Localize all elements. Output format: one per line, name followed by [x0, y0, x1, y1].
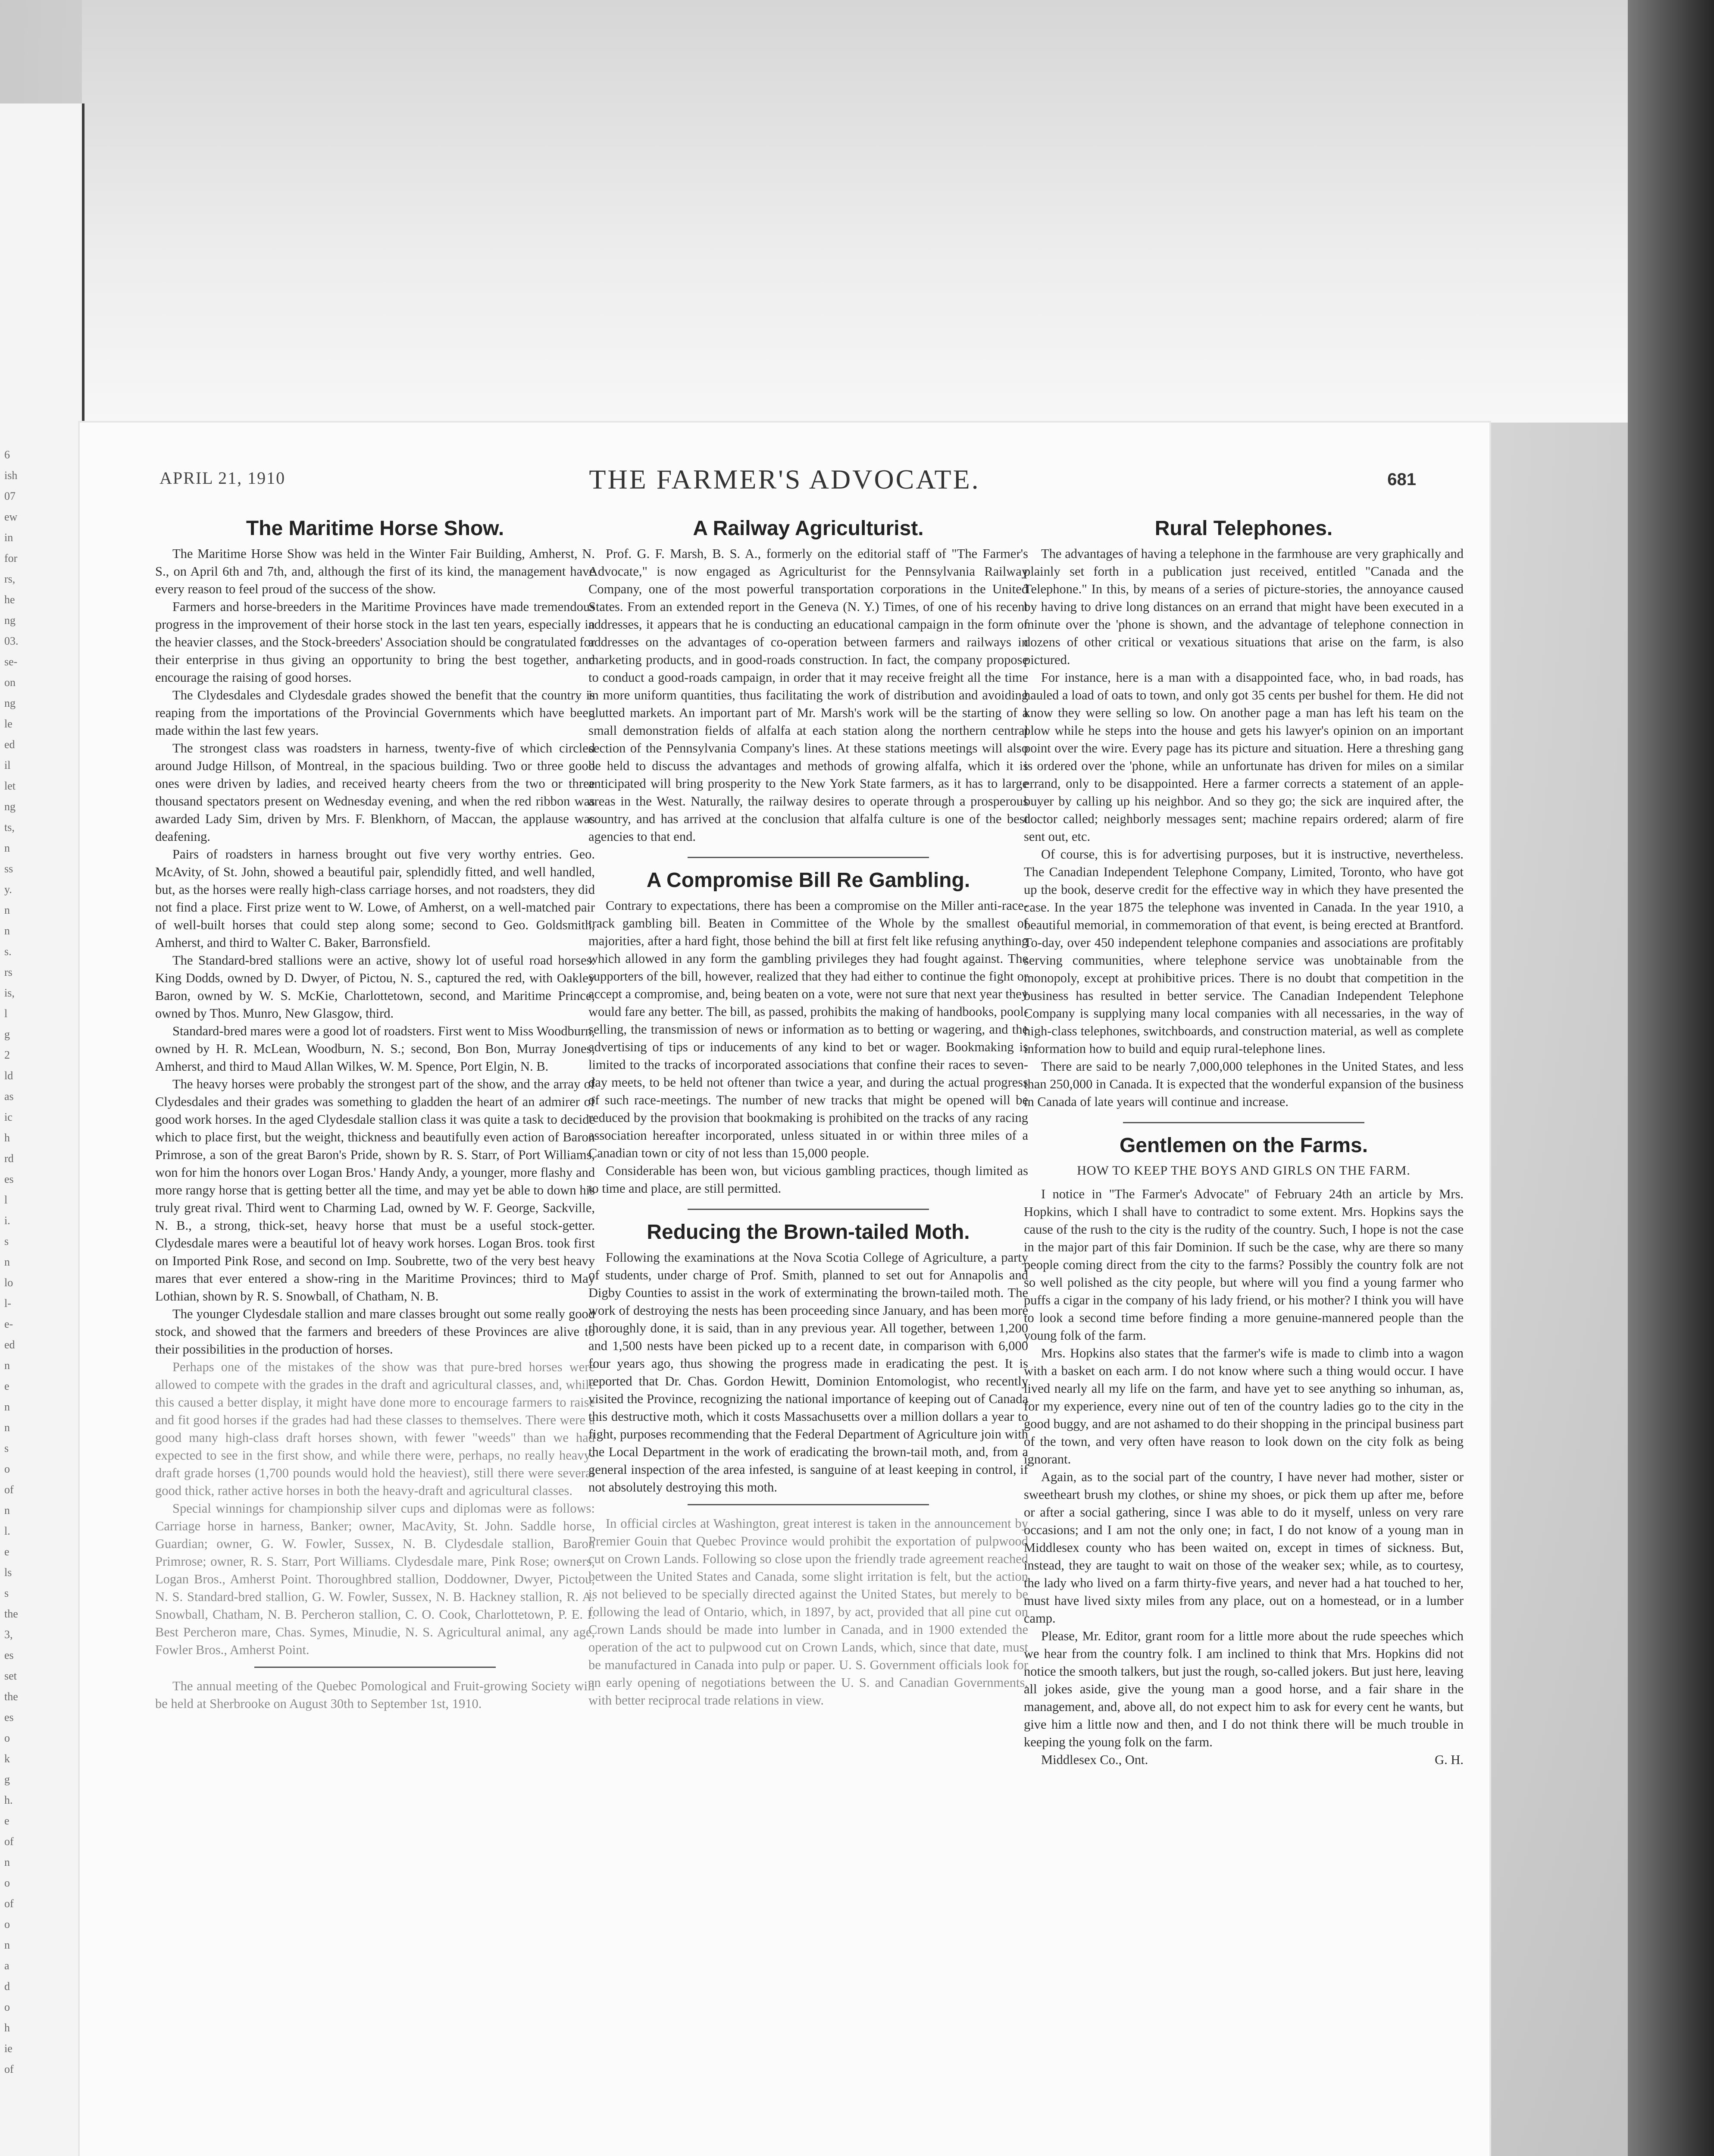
- left-page-fragment: ic: [4, 1111, 13, 1123]
- left-page-fragment: ew: [4, 511, 18, 523]
- paragraph: The Clydesdales and Clydesdale grades showed the benefit that the country is reaping from the importations of the Provincial Governments which have been made within the last few years.: [155, 688, 595, 738]
- left-page-fragment: e: [4, 1545, 9, 1558]
- left-page-fragment: k: [4, 1752, 10, 1765]
- left-page-fragment: i.: [4, 1214, 10, 1227]
- left-page-fragment: d: [4, 1980, 10, 1993]
- paragraph: Mrs. Hopkins also states that the farmer's wife is made to climb into a wagon with a basket on each arm. I do not know where such a thing would occur. I have lived nearly all my life on the farm, and have yet to see anything so inhuman, as, for my experience, every nine out of ten of the country ladies go to the city in the good buggy, and are not ashamed to do their shopping in the principal business part of the town, and very often have reason to look down on the city folk as being ignorant.: [1024, 1346, 1464, 1467]
- left-page-fragment: n: [4, 924, 10, 937]
- left-page-fragment: ng: [4, 697, 16, 709]
- paragraph: The younger Clydesdale stallion and mare classes brought out some really good stock, and showed that the farmers and breeders of these Provinces are alive to their possibilities in the production of horses.: [155, 1307, 595, 1357]
- left-page-fragment: g: [4, 1773, 10, 1786]
- left-page-fragment: as: [4, 1090, 14, 1103]
- left-page-fragment: ss: [4, 862, 13, 875]
- page-number: 681: [1387, 470, 1416, 489]
- left-page-fragment: h.: [4, 1794, 13, 1806]
- left-page-fragment: s: [4, 1587, 9, 1599]
- page-header: [80, 464, 1489, 502]
- left-page-fragment: n: [4, 1401, 10, 1413]
- left-page-fragment: 03.: [4, 635, 19, 647]
- column-right: [1024, 513, 1464, 2156]
- left-page-fragment: o: [4, 1732, 10, 1744]
- signoff-location: Middlesex Co., Ont.: [1041, 1752, 1148, 1767]
- left-page-fragment: l.: [4, 1525, 10, 1537]
- left-page-fragment: h: [4, 1131, 10, 1144]
- left-page-fragment: n: [4, 904, 10, 916]
- left-page-fragment: ls: [4, 1566, 12, 1579]
- article-maritime-horse-show: [155, 516, 595, 1713]
- article-title: A Compromise Bill Re Gambling.: [646, 869, 970, 892]
- newspaper-title: THE FARMER'S ADVOCATE.: [589, 464, 980, 495]
- left-page-fragment: ish: [4, 469, 18, 482]
- paragraph: Contrary to expectations, there has been a compromise on the Miller anti-race-track gambling bill. Beaten in Committee of the Whole by the smallest of majorities, after a hard fight, those behind the bill at first felt like refusing anything which allowed in any form the gambling privileges they had fought against. The supporters of the bill, however, realized that they had either to continue the fight or accept a compromise, and, being beaten on a vote, were not sure that next year they would fare any better. The bill, as passed, prohibits the making of handbooks, pool-selling, the transmission of news or information as to betting or wagering, and the advertising of tips or inducements of any kind to bet or wager. Bookmaking is limited to the tracks of incorporated associations that confine their races to seven-day meets, to be held not oftener than twice a year, and during the actual progress of such race-meetings. The number of new tracks that might be opened will be reduced by the provision that bookmaking is prohibited on the tracks of any racing association hereafter incorporated, unless situated in or within three miles of a Canadian town or city of not less than 15,000 people.: [588, 898, 1028, 1160]
- article-title: A Railway Agriculturist.: [693, 517, 924, 540]
- left-page-fragment: y.: [4, 883, 12, 896]
- left-page-fragment: ed: [4, 1338, 15, 1351]
- left-page-fragment: n: [4, 1856, 10, 1868]
- left-page-fragment: of: [4, 1897, 14, 1910]
- left-page-fragment: n: [4, 1504, 10, 1517]
- paragraph: The Maritime Horse Show was held in the Winter Fair Building, Amherst, N. S., on April 6th and 7th, and, although the first of its kind, the management have every reason to feel proud of the success of the show.: [155, 546, 595, 596]
- left-page-fragment: s: [4, 1442, 9, 1454]
- article-rural-telephones: [1024, 516, 1464, 1111]
- left-page-fragment: ie: [4, 2042, 13, 2055]
- left-page-fragment: h: [4, 2021, 10, 2034]
- paragraph: Farmers and horse-breeders in the Maritime Provinces have made tremendous progress in the improvement of their horse stock in the last ten years, especially in the heavier classes, and the Stock-breeders' Association should be congratulated for their enterprise in thus giving an opportunity to bring the best together, and encourage the raising of good horses.: [155, 599, 595, 685]
- left-page-fragment: o: [4, 1918, 10, 1930]
- paragraph: The strongest class was roadsters in harness, twenty-five of which circled around Judge Hillson, of Montreal, in the spacious building. Two or three good ones were driven by ladies, and received hearty cheers from the two or three thousand spectators present on Wednesday evening, and when the red ribbon was awarded Lady Sim, driven by Mrs. F. Blenkhorn, of Maccan, the applause was deafening.: [155, 741, 595, 844]
- left-page-fragment: e-: [4, 1318, 13, 1330]
- left-page-fragment: o: [4, 2001, 10, 2013]
- paragraph: Again, as to the social part of the country, I have never had mother, sister or sweetheart brush my clothes, or shine my shoes, or pick them up after me, before or after a social gathering, since I was able to do it myself, unless on very rare occasions; and I am not the only one; in fact, I do not know of a young man in Middlesex county who has been waited on, except in times of sickness. But, instead, they are taught to wait on those of the weaker sex; while, as to courtesy, the lady who lived on a farm thirty-five years, and never had a hat touched to her, must have lived sixty miles from any place, out on a homestead, or in a lumber camp.: [1024, 1470, 1464, 1626]
- paragraph: Special winnings for championship silver cups and diplomas were as follows: Carriage horse in harness, Banker; owner, MacAvity, St. John. Saddle horse, Guardian; owner, G. W. Fowler, Sussex, N. B. Clydesdale stallion, Baron Primrose; owner, R. S. Starr, Port Williams. Clydesdale mare, Pink Rose; owners, Logan Bros., Amherst Point. Thoroughbred stallion, Doddowner, Dwyer, Pictou, N. S. Standard-bred stallion, G. W. Fowler, Sussex, N. B. Hackney stallion, R. A. Snowball, Chatham, N. B. Percheron stallion, C. O. Cook, Charlottetown, P. E. I. Best Percheron mare, Chas. Symes, Minudie, N. S. Agricultural animal, any age, Fowler Bros., Amherst Point.: [155, 1501, 595, 1657]
- left-page-fragment: the: [4, 1690, 18, 1703]
- left-page-fragment: lo: [4, 1276, 13, 1289]
- left-page-fragment: l: [4, 1007, 8, 1020]
- left-page-fragment: o: [4, 1463, 10, 1475]
- paragraph: Standard-bred mares were a good lot of roadsters. First went to Miss Woodburn, owned by H. R. McLean, Woodburn, N. S.; second, Bon Bon, Murray Jones, Amherst, and third to Maud Allan Wilkes, W. M. Spence, Port Elgin, N. B.: [155, 1024, 595, 1074]
- left-page-fragment: s: [4, 1235, 9, 1247]
- article-title: The Maritime Horse Show.: [246, 517, 504, 540]
- divider: [688, 1209, 929, 1210]
- left-page-fragment: e: [4, 1380, 9, 1392]
- left-page-fragment: he: [4, 593, 15, 606]
- left-page-fragment: set: [4, 1670, 17, 1682]
- scanner-edge: [1628, 0, 1714, 2156]
- article-compromise-bill: [588, 868, 1028, 1197]
- divider: [1123, 1122, 1364, 1123]
- left-page-fragment: l-: [4, 1297, 11, 1310]
- left-page-fragment: o: [4, 1877, 10, 1889]
- left-page-fragment: 07: [4, 490, 16, 502]
- left-page-fragment: ts,: [4, 821, 15, 834]
- divider: [254, 1667, 496, 1668]
- newspaper-page: [80, 423, 1489, 2156]
- article-railway-agriculturist: [588, 516, 1028, 846]
- left-page-fragment: il: [4, 759, 11, 771]
- paragraph: Of course, this is for advertising purposes, but it is instructive, nevertheless. The Canadian Independent Telephone Company, Limited, Toronto, who have got up the book, deserve credit for the effective way in which they have presented the case. In the year 1875 the telephone was invented in Canada. In the year 1910, a beautiful memorial, in commemoration of that event, is being erected at Brantford. To-day, over 450 independent telephone companies and associations are profitably serving communities, where telephone service was unobtainable from the monopoly, except at prohibitive prices. There is no doubt that competition in the business has resulted in better service. The Canadian Independent Telephone Company is supplying many local companies with all necessaries, in the way of high-class telephones, switchboards, and construction material, as well as complete information how to build and equip rural-telephone lines.: [1024, 847, 1464, 1056]
- column-left: [155, 513, 595, 2156]
- left-page-fragment: is,: [4, 987, 15, 999]
- left-page-fragment: es: [4, 1173, 14, 1185]
- divider: [688, 1504, 929, 1505]
- left-page-fragment: the: [4, 1608, 18, 1620]
- left-page-fragment: n: [4, 842, 10, 854]
- left-page-fragment: 6: [4, 448, 10, 461]
- news-note: In official circles at Washington, great interest is taken in the announcement by Premier Gouin that Quebec Province would prohibit the exportation of pulpwood cut on Crown Lands. Following so close upon the friendly trade agreement reached between the United States and Canada, some slight irritation is felt, but the action is not believed to be specially directed against the United States, but merely to be following the lead of Ontario, which, in 1897, by act, provided that all pine cut on Crown Lands should be made into lumber in Canada, and in 1900 extended the operation of the act to pulpwood cut on Crown Lands, which, since that date, must be manufactured in Canada into pulp or paper. U. S. Government officials look for an early opening of negotiations between the U. S. and Canadian Governments, with better reciprocal trade relations in view.: [588, 1516, 1028, 1708]
- left-page-fragment: in: [4, 531, 13, 544]
- issue-date: APRIL 21, 1910: [160, 468, 286, 488]
- left-page-fragment: 3,: [4, 1628, 13, 1641]
- paragraph: I notice in "The Farmer's Advocate" of February 24th an article by Mrs. Hopkins, which I shall have to contradict to some extent. Mrs. Hopkins says the cause of the rush to the city is the rudity of the country. Such, I hope is not the case in the major part of this fair Dominion. If such be the case, why are there so many people coming direct from the city to the farms? Possibly the country folk are not so well polished as the city people, but where will you find a young farmer who puffs a cigar in the company of his lady friend, or his mother? I think you will have to look a second time before finding a more genuine-mannered people than the young folk of the farm.: [1024, 1187, 1464, 1343]
- left-page-fragment: on: [4, 676, 16, 689]
- paragraph: For instance, here is a man with a disappointed face, who, in bad roads, has hauled a load of oats to town, and only got 35 cents per bushel for them. He did not know they were selling so low. On another page a man has left his team on the plow while he steps into the house and gets his lawyer's opinion on an important point over the wire. Every page has its picture and situation. Here a threshing gang is ordered over the 'phone, while an unfortunate has driven for miles on a similar errand, only to be disappointed. Here a farmer corrects a statement of an apple-buyer by calling up his neighbor. And so they go; the sick are inquired after, the doctor called; neighborly messages sent; machine repairs ordered; alarm of fire sent out, etc.: [1024, 670, 1464, 844]
- left-page-fragment: rs: [4, 966, 13, 978]
- left-page-fragment: rs,: [4, 573, 16, 585]
- left-page-fragment: e: [4, 1814, 9, 1827]
- paragraph: Please, Mr. Editor, grant room for a little more about the rude speeches which we hear from the country folk. I am inclined to think that Mrs. Hopkins did not notice the smooth talkers, but just the rough, so-called jokers. But just here, leaving all jokes aside, give the young man a good horse, and a fair share in the management, and, above all, do not expect him to ask for every cent he wants, but give him a little now and then, and I do not think there will be much trouble in keeping the young folk on the farm.: [1024, 1629, 1464, 1749]
- signoff: [1024, 1751, 1464, 1769]
- left-page-fragment: a: [4, 1959, 9, 1972]
- left-page-fragment: of: [4, 1835, 14, 1848]
- left-page-fragment: n: [4, 1421, 10, 1434]
- paragraph: There are said to be nearly 7,000,000 telephones in the United States, and less than 250,000 in Canada. It is expected that the wonderful expansion of the business in Canada of late years will continue and increase.: [1024, 1059, 1464, 1109]
- left-page-fragment: for: [4, 552, 18, 564]
- left-page-fragment: let: [4, 780, 16, 792]
- left-page-fragment: es: [4, 1711, 14, 1724]
- left-page-margin: [0, 103, 84, 2156]
- news-note: The annual meeting of the Quebec Pomological and Fruit-growing Society will be held at Sherbrooke on August 30th to September 1st, 1910.: [155, 1679, 595, 1711]
- article-title: Gentlemen on the Farms.: [1119, 1134, 1368, 1157]
- paragraph: Considerable has been won, but vicious gambling practices, though limited as to time and place, are still permitted.: [588, 1163, 1028, 1196]
- article-title: Rural Telephones.: [1154, 517, 1333, 540]
- left-page-fragment: ng: [4, 614, 16, 627]
- left-page-fragment: le: [4, 718, 13, 730]
- left-page-fragment: n: [4, 1939, 10, 1951]
- paragraph: Prof. G. F. Marsh, B. S. A., formerly on the editorial staff of "The Farmer's Advocate," is now engaged as Agriculturist for the Pennsylvania Railway Company, one of the most powerful transportation corporations in the United States. From an extended report in the Geneva (N. Y.) Times, of one of his recent addresses, it appears that he is conducting an educational campaign in the form of addresses on the advantages of co-operation between farmers and railways in marketing products, and in good-roads construction. In fact, the company propose to conduct a good-roads campaign, in order that it may receive freight all the time in more uniform quantities, thus facilitating the work of distribution and avoiding glutted markets. An important part of Mr. Marsh's work will be the starting of a small demonstration fields of alfalfa at each station along the northern central section of the Pennsylvania Company's lines. At these stations meetings will also be held to discuss the advantages and methods of growing alfalfa, which it is anticipated will bring prosperity to the New York State farmers, as it has to large areas in the West. Naturally, the railway desires to operate through a prosperous country, and has arrived at the conclusion that alfalfa culture is one of the best agencies to that end.: [588, 546, 1028, 844]
- signoff-initials: G. H.: [1435, 1752, 1464, 1767]
- paragraph: Pairs of roadsters in harness brought out five very worthy entries. Geo. McAvity, of St. John, showed a beautiful pair, splendidly fitted, and well handled, but, as the horses were really high-class carriage horses, and not roadsters, they did not find a place. First prize went to W. Lowe, of Amherst, on a well-matched pair of well-built horses that could step along some; second to Geo. Goldsmith, Amherst, and third to Walter C. Baker, Barronsfield.: [155, 847, 595, 950]
- paragraph: The heavy horses were probably the strongest part of the show, and the array of Clydesdales and their grades was something to gladden the heart of an admirer of good work horses. In the aged Clydesdale stallion class it was quite a task to decide which to place first, but the weight, thickness and beautifully even action of Baron Primrose, a son of the great Baron's Pride, shown by R. S. Starr, of Port Williams, won for him the honors over Logan Bros.' Handy Andy, a younger, more flashy and more rangy horse that is getting better all the time, and may yet be able to down his truly great rival. Third went to Charming Lad, owned by W. F. George, Sackville, N. B., a strong, thick-set, heavy horse that must be a useful stock-getter. Clydesdale mares were a beautiful lot of heavy work horses. Logan Bros. took first on Imported Pink Rose, and second on Imp. Soubrette, two of the very best heavy mares that ever entered a show-ring in the Maritime Provinces; third to May Lothian, shown by R. S. Snowball, of Chatham, N. B.: [155, 1077, 595, 1304]
- paragraph: Perhaps one of the mistakes of the show was that pure-bred horses were allowed to compete with the grades in the draft and agricultural classes, and, while this caused a better display, it might have done more to encourage farmers to raise and fit good horses if the grades had had these classes to themselves. There were a good many high-class draft horses shown, with fewer "weeds" than we had expected to see in the first show, and while there were, perhaps, no really heavy-draft grade horses (1,700 pounds would hold the heaviest), still there were several good thick, rather active horses in both the heavy-draft and agricultural classes.: [155, 1360, 595, 1498]
- left-page-fragment: n: [4, 1256, 10, 1268]
- left-page-fragment: of: [4, 1483, 14, 1496]
- left-page-fragment: 2: [4, 1049, 10, 1061]
- paragraph: Following the examinations at the Nova Scotia College of Agriculture, a party of students, under charge of Prof. Smith, planned to set out for Annapolis and Digby Counties to assist in the work of exterminating the brown-tailed moth. The work of destroying the nests has been proceeding since January, and has been more thoroughly done, it is said, than in any previous year. All together, between 1,200 and 1,500 nests have been picked up to a recent date, in comparison with 6,000 four years ago, thus showing the progress made in eradicating the pest. It is reported that Dr. Chas. Gordon Hewitt, Dominion Entomologist, who recently visited the Province, recognizing the national importance of keeping out of Canada this destructive moth, which it costs Massachusetts over a million dollars a year to fight, purposes recommending that the Federal Department of Agriculture join with the Local Department in the work of eradicating the brown-tail moth, and, from a general inspection of the area infested, is sanguine of at least keeping in control, if not absolutely destroying this moth.: [588, 1250, 1028, 1495]
- left-page-fragment: of: [4, 2063, 14, 2075]
- left-page-fragment: n: [4, 1359, 10, 1372]
- column-middle: [588, 513, 1028, 2156]
- left-page-fragment: g: [4, 1028, 10, 1040]
- left-page-fragment: ld: [4, 1069, 13, 1082]
- paragraph: The advantages of having a telephone in the farmhouse are very graphically and plainly set forth in a publication just received, entitled "Canada and the Telephone." In this, by means of a series of picture-stories, the annoyance caused by having to drive long distances on an errand that might have been executed in a minute over the 'phone is shown, and the advantage of telephone connection in dozens of other critical or vexatious situations that arise on the farm, is also pictured.: [1024, 546, 1464, 667]
- overlapping-page-shadow: [82, 0, 1714, 423]
- left-page-fragment: se-: [4, 655, 18, 668]
- article-title: Reducing the Brown-tailed Moth.: [647, 1221, 970, 1244]
- article-brown-tailed-moth: [588, 1219, 1028, 1709]
- left-page-fragment: l: [4, 1194, 8, 1206]
- left-page-fragment: es: [4, 1649, 14, 1661]
- left-page-fragment: s.: [4, 945, 12, 958]
- left-page-fragment: ng: [4, 800, 16, 813]
- article-gentlemen-on-farms: [1024, 1133, 1464, 1769]
- left-page-fragment: rd: [4, 1152, 14, 1165]
- article-subtitle: HOW TO KEEP THE BOYS AND GIRLS ON THE FARM.: [1077, 1163, 1411, 1178]
- divider: [688, 857, 929, 858]
- left-page-fragment: ed: [4, 738, 15, 751]
- paragraph: The Standard-bred stallions were an active, showy lot of useful road horses. King Dodds, owned by D. Dwyer, of Pictou, N. S., captured the red, with Oakley Baron, owned by W. S. McKie, Charlottetown, second, and Maritime Prince, owned by Thos. Munro, New Glasgow, third.: [155, 953, 595, 1021]
